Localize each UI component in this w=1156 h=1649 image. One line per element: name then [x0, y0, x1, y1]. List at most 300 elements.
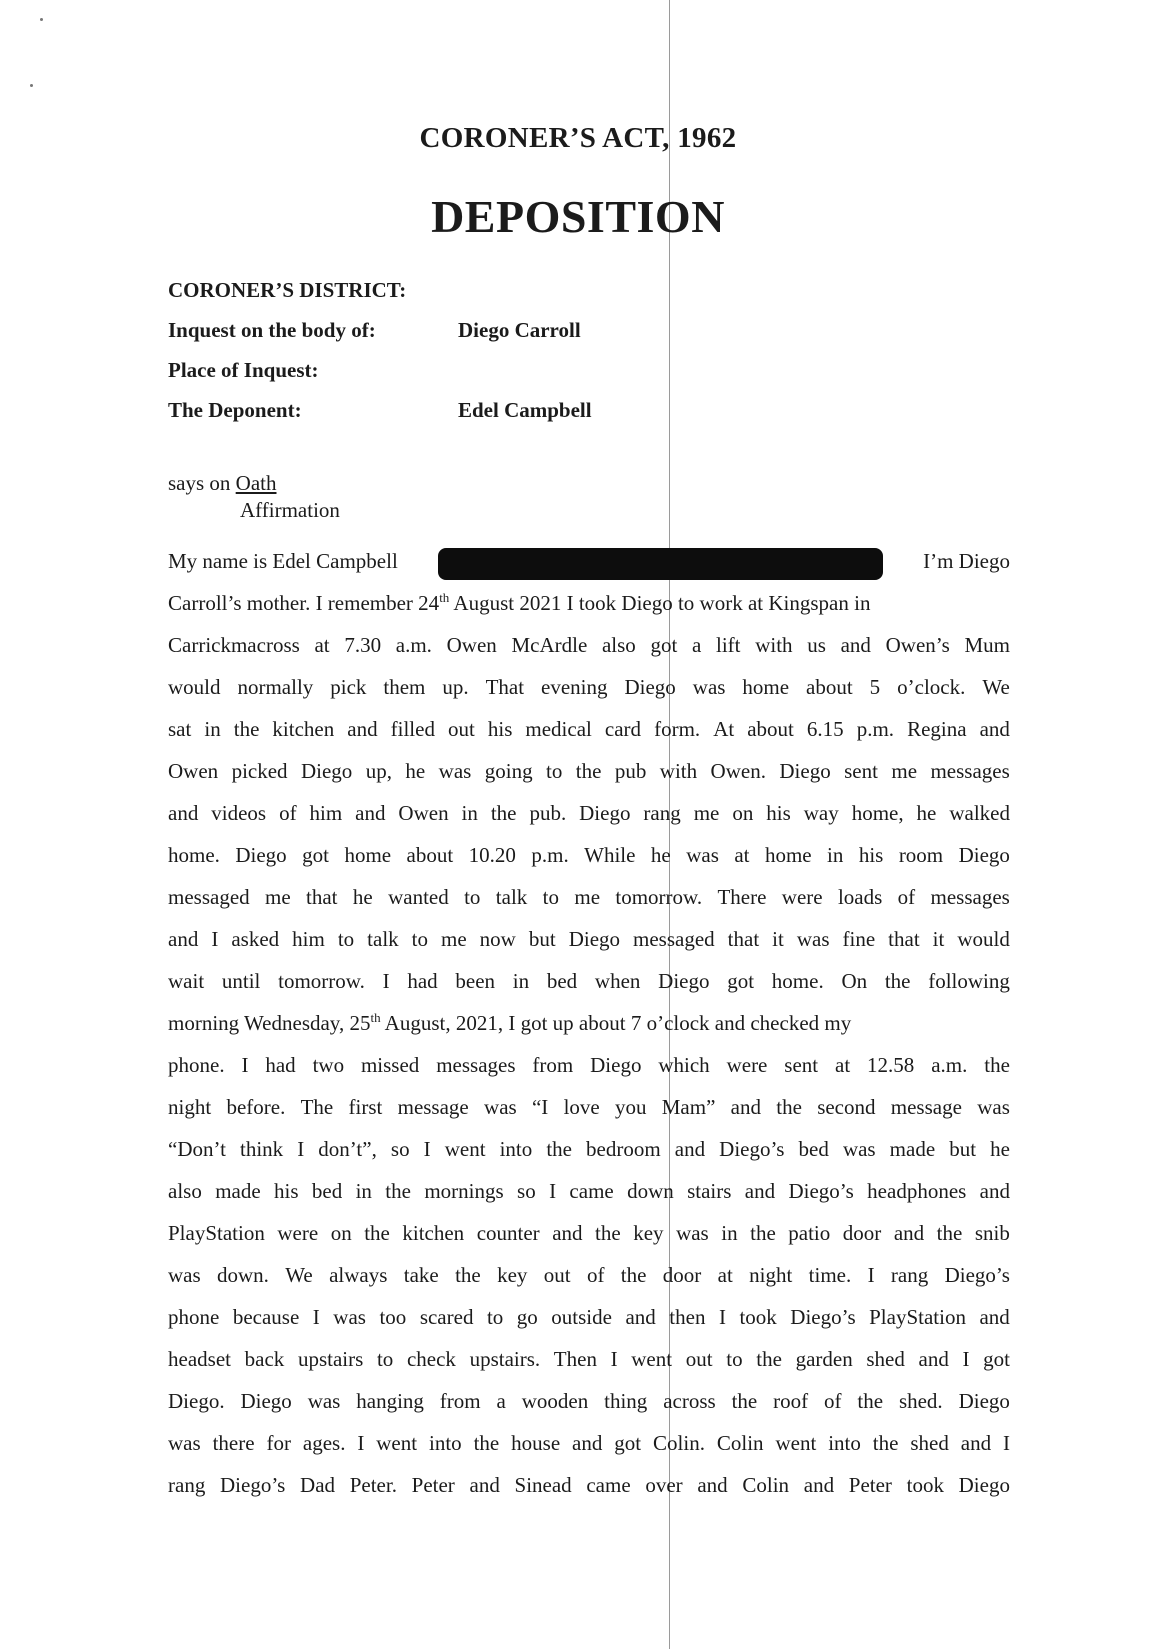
word: Colin. [653, 1431, 705, 1455]
word: were [781, 885, 823, 909]
word: on [732, 801, 754, 825]
word: scared [419, 1305, 474, 1329]
word: a [496, 1389, 506, 1413]
word: went [775, 1431, 817, 1455]
word: Diego [235, 843, 287, 867]
body-line [168, 1178, 1010, 1220]
word: Owen [168, 759, 219, 783]
word: pub [614, 759, 647, 783]
word: messaged [633, 927, 715, 951]
word: made [889, 1137, 936, 1161]
word: in [204, 717, 221, 741]
word: the [872, 1431, 899, 1455]
oath-statement [168, 470, 340, 524]
word: counter [476, 1221, 540, 1245]
word: over [645, 1473, 683, 1497]
word: too [379, 1305, 407, 1329]
body-line [168, 926, 1010, 968]
word: and [730, 1095, 761, 1119]
word: when [594, 969, 641, 993]
word: door [662, 1263, 702, 1287]
word: the [385, 1179, 411, 1203]
word: picked [231, 759, 288, 783]
word: messages [930, 759, 1010, 783]
word: in [512, 969, 530, 993]
word: don’t”, [318, 1137, 377, 1161]
word: shed [866, 1347, 905, 1371]
word: Diego [779, 759, 831, 783]
word: but [949, 1137, 977, 1161]
word: his [766, 801, 791, 825]
word: walked [949, 801, 1010, 825]
word: stairs [687, 1179, 732, 1203]
word: back [244, 1347, 285, 1371]
inquest-body-field [168, 318, 581, 343]
word: so [390, 1137, 410, 1161]
word: Dad [300, 1473, 336, 1497]
word: At [713, 717, 735, 741]
word: Sinead [514, 1473, 572, 1497]
word: and [960, 1431, 992, 1455]
body-line [168, 716, 1010, 758]
word: Carrickmacross [168, 633, 300, 657]
word: into [429, 1431, 462, 1455]
word: bedroom [586, 1137, 661, 1161]
word: was [692, 675, 726, 699]
word: them [383, 675, 426, 699]
word: and [918, 1347, 949, 1371]
text-run: Carroll’s mother. I remember 24th August 2021 I took Diego to work at Kingspan in [168, 590, 871, 615]
word: home [344, 843, 392, 867]
word: with [659, 759, 698, 783]
field-label: CORONER’S DISTRICT: [168, 278, 407, 302]
word: garden [795, 1347, 853, 1371]
word: the [364, 1221, 390, 1245]
word: pick [330, 675, 367, 699]
word: shed [910, 1431, 949, 1455]
word: Diego [300, 759, 353, 783]
word: a.m. [395, 633, 432, 657]
word: me [441, 927, 467, 951]
body-line [168, 758, 1010, 800]
word: kitchen [272, 717, 335, 741]
word: There [717, 885, 767, 909]
word: upstairs. [469, 1347, 541, 1371]
word: was [307, 1389, 341, 1413]
word: Diego [579, 801, 631, 825]
word: snib [974, 1221, 1010, 1245]
word: that [306, 885, 338, 909]
word: normally [237, 675, 314, 699]
word: The [300, 1095, 334, 1119]
word: the [884, 969, 911, 993]
word: about [406, 843, 454, 867]
word: tomorrow. [615, 885, 703, 909]
word: the [455, 1263, 481, 1287]
word: home [764, 843, 812, 867]
word: thing [604, 1389, 648, 1413]
body-line [168, 968, 1010, 1010]
word: and [674, 1137, 706, 1161]
word: was [484, 1095, 517, 1119]
word: that [727, 927, 760, 951]
word: take [403, 1263, 439, 1287]
word: sat [168, 717, 192, 741]
word: phone [168, 1305, 220, 1329]
word: but [528, 927, 556, 951]
word: was [333, 1305, 366, 1329]
word: got [650, 633, 678, 657]
word: ages. [302, 1431, 346, 1455]
word: with [755, 633, 793, 657]
word: following [928, 969, 1010, 993]
word: me [891, 759, 918, 783]
body-line [168, 1094, 1010, 1136]
word: messages [930, 885, 1010, 909]
word: Diego’s [220, 1473, 286, 1497]
word: and [979, 1179, 1010, 1203]
word: message [397, 1095, 469, 1119]
word: key [633, 1221, 664, 1245]
text-run: morning Wednesday, 25th August, 2021, I got up about 7 o’clock and checked my [168, 1010, 852, 1035]
word: 10.20 [468, 843, 516, 867]
word: think [240, 1137, 284, 1161]
body-line [168, 800, 1010, 842]
word: Diego [958, 843, 1010, 867]
word: time. [808, 1263, 852, 1287]
body-line [168, 548, 1010, 590]
text-run: My name is Edel Campbell [168, 549, 398, 573]
word: us [807, 633, 826, 657]
word: house [511, 1431, 561, 1455]
word: filled [390, 717, 435, 741]
word: was [842, 1137, 876, 1161]
word: there [212, 1431, 255, 1455]
body-line [168, 1220, 1010, 1262]
word: to [486, 1305, 504, 1329]
word: I [962, 1347, 970, 1371]
word: hanging [356, 1389, 424, 1413]
word: he [990, 1137, 1010, 1161]
word: it [932, 927, 945, 951]
word: and [744, 1179, 776, 1203]
word: into [828, 1431, 861, 1455]
word: Diego’s [788, 1179, 854, 1203]
word: Peter. [349, 1473, 397, 1497]
body-line [168, 1388, 1010, 1430]
word: he [352, 885, 373, 909]
word: and [347, 717, 378, 741]
affirmation-option: Affirmation [240, 498, 340, 522]
word: I [241, 1053, 249, 1077]
word: tomorrow. [278, 969, 365, 993]
word: Peter [848, 1473, 892, 1497]
word: talk [495, 885, 528, 909]
word: shed. [898, 1389, 943, 1413]
word: in [355, 1179, 372, 1203]
word: rang [643, 801, 681, 825]
word: messages [436, 1053, 516, 1077]
word: from [439, 1389, 481, 1413]
word: the [233, 717, 260, 741]
word: and [979, 1305, 1010, 1329]
word: home. [771, 969, 824, 993]
body-line [168, 1304, 1010, 1346]
word: because [232, 1305, 300, 1329]
word: lift [716, 633, 741, 657]
word: of [897, 885, 916, 909]
word: “Don’t [168, 1137, 226, 1161]
word: 12.58 [867, 1053, 915, 1077]
word: me [265, 885, 291, 909]
word: bed [546, 969, 578, 993]
word: the [857, 1389, 884, 1413]
word: Mam” [661, 1095, 716, 1119]
word: Diego [958, 1389, 1010, 1413]
word: the [490, 801, 517, 825]
body-line [168, 1430, 1010, 1472]
word: fine [842, 927, 876, 951]
word: of [279, 801, 297, 825]
body-line [168, 842, 1010, 884]
word: Peter [411, 1473, 455, 1497]
word: and [469, 1473, 500, 1497]
word: wooden [521, 1389, 589, 1413]
word: headphones [867, 1179, 967, 1203]
word: from [532, 1053, 574, 1077]
word: it [772, 927, 784, 951]
word: took [906, 1473, 944, 1497]
word: night [749, 1263, 793, 1287]
body-line [168, 1136, 1010, 1178]
word: second [817, 1095, 876, 1119]
place-of-inquest-field [168, 358, 458, 383]
word: out [685, 1347, 713, 1371]
word: you [614, 1095, 647, 1119]
word: out [543, 1263, 571, 1287]
word: also [168, 1179, 202, 1203]
word: p.m. [856, 717, 895, 741]
word: and [803, 1473, 835, 1497]
word: PlayStation [869, 1305, 966, 1329]
word: and [355, 801, 386, 825]
word: Diego [658, 969, 710, 993]
word: PlayStation [168, 1221, 265, 1245]
coroners-district-field [168, 278, 458, 303]
word: the [756, 1347, 782, 1371]
word: Regina [907, 717, 967, 741]
word: I [718, 1305, 726, 1329]
word: and [168, 927, 199, 951]
word: would [957, 927, 1010, 951]
word: came [569, 1179, 614, 1203]
word: 6.15 [806, 717, 844, 741]
word: sent [844, 759, 878, 783]
word: got [983, 1347, 1010, 1371]
word: Diego [958, 1473, 1010, 1497]
word: home. [168, 843, 220, 867]
word: and [697, 1473, 728, 1497]
act-title: CORONER’S ACT, 1962 [419, 122, 737, 154]
word: videos [211, 801, 267, 825]
word: going [484, 759, 533, 783]
word: outside [551, 1305, 612, 1329]
word: Owen. [710, 759, 766, 783]
word: the [546, 1137, 572, 1161]
body-line [168, 632, 1010, 674]
word: he [916, 801, 937, 825]
word: at [314, 633, 330, 657]
body-line [168, 884, 1010, 926]
word: down [627, 1179, 674, 1203]
word: two [312, 1053, 345, 1077]
body-line [168, 1472, 1010, 1514]
word: me [574, 885, 601, 909]
word: While [584, 843, 636, 867]
word: to [337, 927, 355, 951]
word: had [407, 969, 438, 993]
word: now [479, 927, 516, 951]
word: were [277, 1221, 319, 1245]
word: key [497, 1263, 528, 1287]
word: Mum [964, 633, 1010, 657]
word: way [803, 801, 839, 825]
word: the [595, 1221, 621, 1245]
word: and [168, 801, 199, 825]
deponent-field [168, 398, 592, 423]
body-line [168, 1346, 1010, 1388]
word: to [542, 885, 559, 909]
word: kitchen [402, 1221, 465, 1245]
word: of [824, 1389, 842, 1413]
word: at [717, 1263, 733, 1287]
word: went [376, 1431, 418, 1455]
word: to [376, 1347, 394, 1371]
word: which [658, 1053, 710, 1077]
word: up, [365, 759, 392, 783]
word: form. [654, 717, 701, 741]
word: Diego [624, 675, 676, 699]
word: was [168, 1431, 201, 1455]
word: night [168, 1095, 212, 1119]
word: mornings [424, 1179, 504, 1203]
word: was [686, 843, 719, 867]
word: missed [360, 1053, 420, 1077]
word: o’clock. [897, 675, 966, 699]
word: and [893, 1221, 925, 1245]
word: came [586, 1473, 631, 1497]
word: I [610, 1347, 618, 1371]
word: I [1002, 1431, 1010, 1455]
word: wait [168, 969, 205, 993]
word: on [330, 1221, 352, 1245]
word: of [586, 1263, 605, 1287]
word: phone. [168, 1053, 225, 1077]
word: his [858, 843, 884, 867]
word: room [898, 843, 944, 867]
word: also [601, 633, 636, 657]
word: bed [311, 1179, 343, 1203]
word: he [650, 843, 671, 867]
word: down. [217, 1263, 269, 1287]
word: I [297, 1137, 305, 1161]
word: talk [367, 927, 399, 951]
word: out [447, 717, 475, 741]
word: took [739, 1305, 777, 1329]
word: sent [784, 1053, 819, 1077]
word: was [676, 1221, 709, 1245]
word: and [572, 1431, 603, 1455]
word: I [312, 1305, 320, 1329]
word: to [726, 1347, 743, 1371]
word: Owen’s [885, 633, 950, 657]
field-label: Place of Inquest: [168, 358, 319, 382]
word: rang [890, 1263, 929, 1287]
word: Diego. [168, 1389, 225, 1413]
word: I [867, 1263, 875, 1287]
word: I [357, 1431, 365, 1455]
word: Diego’s [790, 1305, 856, 1329]
word: and [979, 717, 1010, 741]
word: home [742, 675, 790, 699]
word: had [265, 1053, 296, 1077]
word: got [614, 1431, 642, 1455]
body-line [168, 590, 1010, 632]
scan-speck [40, 18, 43, 21]
word: door [842, 1221, 882, 1245]
word: rang [168, 1473, 206, 1497]
word: I [382, 969, 390, 993]
word: wanted [388, 885, 449, 909]
word: before. [226, 1095, 286, 1119]
text-run: I’m Diego [923, 549, 1010, 573]
word: a [692, 633, 702, 657]
word: headset [168, 1347, 231, 1371]
word: been [455, 969, 496, 993]
word: upstairs [297, 1347, 364, 1371]
word: was [977, 1095, 1010, 1119]
word: at [835, 1053, 851, 1077]
field-value: Diego Carroll [458, 318, 581, 342]
word: Then [553, 1347, 597, 1371]
word: would [168, 675, 221, 699]
word: McArdle [511, 633, 588, 657]
word: got [302, 843, 329, 867]
word: home, [851, 801, 904, 825]
word: messaged [168, 885, 250, 909]
word: “I [531, 1095, 549, 1119]
oath-prefix: says on [168, 471, 231, 495]
word: bed [798, 1137, 829, 1161]
word: went [444, 1137, 486, 1161]
deposition-title: DEPOSITION [431, 191, 725, 242]
oath-option: Oath [235, 471, 277, 495]
word: patio [788, 1221, 831, 1245]
word: across [663, 1389, 716, 1413]
word: pub. [529, 801, 567, 825]
word: asked [231, 927, 280, 951]
word: him [292, 927, 325, 951]
word: love [563, 1095, 600, 1119]
word: about [806, 675, 853, 699]
word: Diego’s [719, 1137, 785, 1161]
body-line [168, 1262, 1010, 1304]
redaction-block [438, 548, 883, 580]
word: I [211, 927, 219, 951]
word: the [776, 1095, 802, 1119]
word: roof [773, 1389, 809, 1413]
word: was [168, 1263, 201, 1287]
